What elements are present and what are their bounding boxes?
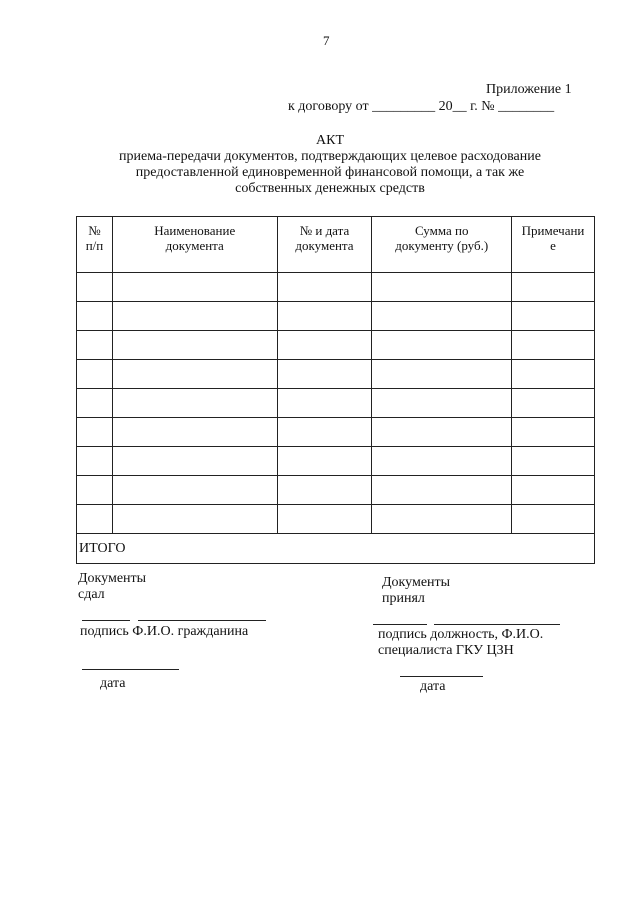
date-line [400, 676, 483, 677]
left-signature-caption: подпись Ф.И.О. гражданина [80, 624, 249, 639]
signature-line [373, 624, 427, 625]
left-signature-block [78, 571, 146, 603]
header-document-number-date: № и дата документа [277, 217, 372, 273]
table-row [77, 505, 595, 534]
right-signature-caption-line-1: подпись должность, Ф.И.О. [378, 627, 544, 642]
appendix-reference: к договору от _________ 20__ г. № ________ [288, 99, 555, 114]
act-subtitle-line-3: собственных денежных средств [235, 181, 425, 196]
table-row [77, 418, 595, 447]
table-total-row [77, 534, 595, 564]
right-date-caption: дата [420, 679, 446, 694]
header-document-name: Наименование документа [112, 217, 277, 273]
right-signature-line-2: принял [382, 591, 425, 606]
act-title: АКТ [316, 133, 344, 148]
right-signature-block [382, 575, 450, 607]
table-row [77, 302, 595, 331]
table-header-row [77, 217, 595, 273]
left-date-caption: дата [100, 676, 126, 691]
header-notes: Примечани е [512, 217, 595, 273]
header-amount: Сумма по документу (руб.) [372, 217, 512, 273]
documents-table [76, 216, 595, 564]
table-row [77, 476, 595, 505]
table-row [77, 331, 595, 360]
left-signature-line-1: Документы [78, 571, 147, 586]
appendix-title: Приложение 1 [486, 82, 572, 97]
name-line [434, 624, 560, 625]
page-number: 7 [323, 33, 330, 48]
left-signature-line-2: сдал [78, 587, 105, 602]
date-line [82, 669, 179, 670]
act-title-block [60, 133, 600, 197]
table-row [77, 447, 595, 476]
total-label: ИТОГО [77, 534, 595, 564]
right-signature-caption [378, 627, 543, 659]
table-row [77, 389, 595, 418]
header-number: № п/п [77, 217, 113, 273]
right-signature-line-1: Документы [382, 575, 451, 590]
name-line [138, 620, 266, 621]
right-signature-caption-line-2: специалиста ГКУ ЦЗН [378, 643, 514, 658]
act-subtitle-line-1: приема-передачи документов, подтверждающих целевое расходование [119, 149, 541, 164]
table-row [77, 273, 595, 302]
signature-line [82, 620, 130, 621]
table-row [77, 360, 595, 389]
act-subtitle-line-2: предоставленной единовременной финансовой помощи, а так же [135, 165, 525, 180]
